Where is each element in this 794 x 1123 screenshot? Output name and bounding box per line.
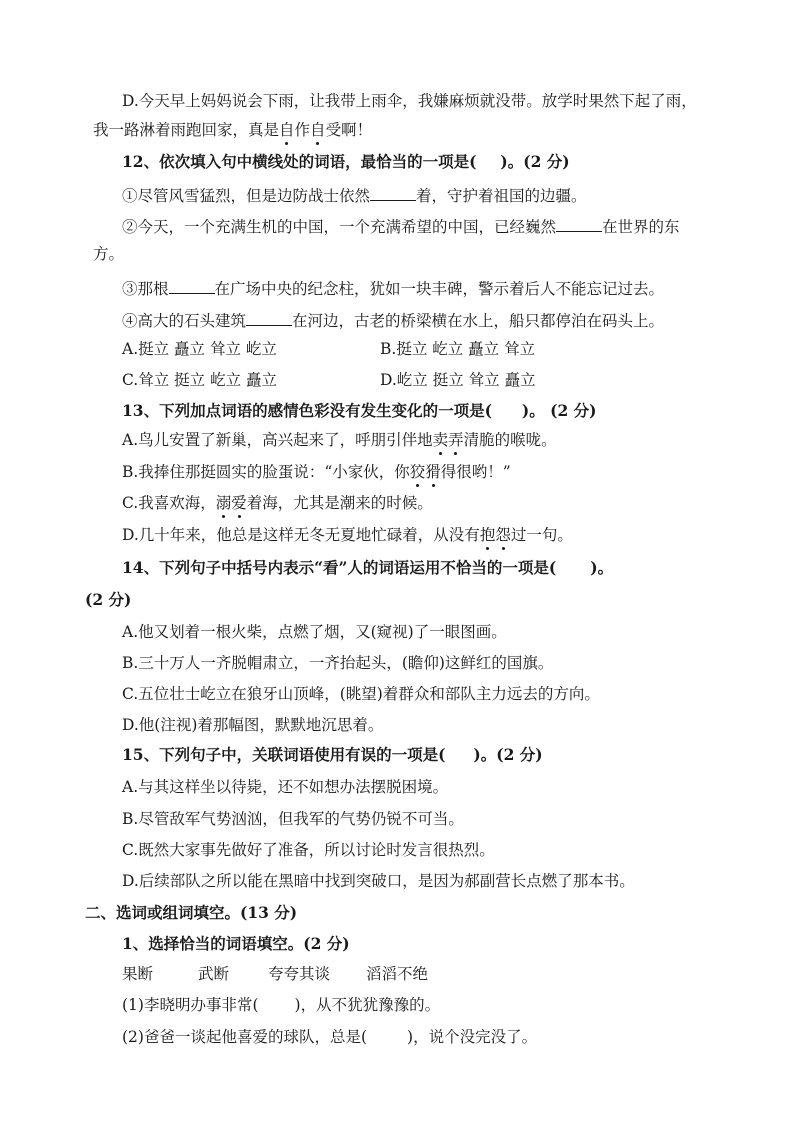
emphasis-dot-char: 弄 (448, 431, 464, 449)
fill-blank[interactable] (556, 214, 602, 232)
q12-sentence-1: ①尽管风雪猛烈，但是边防战士依然 着，守护着祖国的边疆。 (122, 183, 587, 206)
q12-sentence-3: ③那根 在广场中央的纪念柱，犹如一块丰碑，警示着后人不能忘记过去。 (122, 276, 664, 299)
emphasis-dot-char: 自 (310, 121, 326, 139)
emphasis-dot-char: 爱 (231, 494, 247, 512)
q11-option-d-cont: 我一路淋着雨跑回家，真是自作自受啊！ (93, 121, 373, 139)
q14-option-b[interactable]: B.三十万人一齐脱帽肃立，一齐抬起头，(瞻仰)这鲜红的国旗。 (122, 654, 554, 672)
q15-option-d[interactable]: D.后续部队之所以能在黑暗中找到突破口，是因为郝副营长点燃了那本书。 (122, 872, 635, 890)
q12-sentence-2-cont: 方。 (93, 245, 125, 263)
word-option[interactable]: 夸夸其谈 (268, 965, 331, 983)
emphasis-dot-char: 怨 (495, 526, 511, 544)
q15-stem: 15、下列句子中，关联词语使用有误的一项是( )。(2 分) (122, 745, 543, 764)
word-option[interactable]: 果断 (122, 965, 154, 983)
q15-option-a[interactable]: A.与其这样坐以待毙，还不如想办法摆脱困境。 (122, 778, 449, 796)
fill-blank[interactable] (169, 276, 215, 294)
fill-blank[interactable] (370, 183, 416, 201)
emphasis-dot-char: 狡 (409, 463, 426, 481)
q12-options-row-1 (122, 339, 682, 359)
q15-option-c[interactable]: C.既然大家事先做好了准备，所以讨论时发言很热烈。 (122, 841, 495, 859)
q12-option-c[interactable]: C.耸立 挺立 屹立 矗立 (122, 371, 278, 389)
emphasis-dot-char: 卖 (432, 431, 449, 449)
q13-option-d[interactable]: D.几十年来，他总是这样无冬无夏地忙碌着，从没有抱怨过一句。 (122, 526, 573, 544)
q14-option-d[interactable]: D.他(注视)着那幅图，默默地沉思着。 (122, 716, 384, 734)
emphasis-dot-char: 抱 (479, 526, 496, 544)
q13-stem: 13、下列加点词语的感情色彩没有发生变化的一项是( )。 (2 分) (122, 401, 597, 420)
q13-option-a[interactable]: A.鸟儿安置了新巢，高兴起来了，呼朋引伴地卖弄清脆的喉咙。 (122, 431, 557, 449)
q13-option-c[interactable]: C.我喜欢海，溺爱着海，尤其是潮来的时候。 (122, 494, 433, 512)
q13-option-b[interactable]: B.我捧住那挺圆实的脸蛋说：“小家伙，你狡猾得很哟！” (122, 463, 511, 481)
q12-sentence-4: ④高大的石头建筑 在河边，古老的桥梁横在水上，船只都停泊在码头上。 (122, 308, 664, 331)
q14-option-a[interactable]: A.他又划着一根火柴，点燃了烟，又(窥视)了一眼图画。 (122, 623, 507, 641)
section-2-title: 二、选词或组词填空。(13 分) (85, 903, 298, 922)
q12-options-row-2 (122, 370, 682, 390)
word-option[interactable]: 武断 (198, 965, 230, 983)
q14-score: (2 分) (85, 590, 132, 609)
q12-sentence-2: ②今天，一个充满生机的中国，一个充满希望的中国，已经巍然 在世界的东 (122, 214, 680, 237)
q14-stem: 14、下列句子中括号内表示“看”人的词语运用不恰当的一项是( )。 (122, 558, 614, 577)
section-2-q1-stem: 1、选择恰当的词语填空。(2 分) (122, 934, 350, 953)
fill-blank[interactable] (246, 308, 292, 326)
emphasis-dot-char: 自 (279, 121, 295, 139)
q12-option-d[interactable]: D.屹立 挺立 耸立 矗立 (380, 371, 536, 389)
q14-option-c[interactable]: C.五位壮士屹立在狼牙山顶峰，(眺望)着群众和部队主力远去的方向。 (122, 685, 600, 703)
q15-option-b[interactable]: B.尽管敌军气势汹汹，但我军的气势仍锐不可当。 (122, 810, 464, 828)
q12-option-a[interactable]: A.挺立 矗立 耸立 屹立 (122, 340, 277, 358)
emphasis-dot-char: 溺 (215, 494, 232, 512)
word-option[interactable]: 滔滔不绝 (366, 965, 429, 983)
section-2-sentence-1: (1)李晓明办事非常( )，从不犹犹豫豫的。 (122, 996, 441, 1014)
section-2-sentence-2: (2)爸爸一谈起他喜爱的球队，总是( )，说个没完没了。 (122, 1028, 538, 1046)
q12-stem: 12、依次填入句中横线处的词语，最恰当的一项是( )。(2 分) (122, 152, 570, 171)
q12-option-b[interactable]: B.挺立 屹立 矗立 耸立 (380, 340, 536, 358)
emphasis-dot-char: 猾 (425, 463, 441, 481)
q11-option-d: D.今天早上妈妈说会下雨，让我带上雨伞，我嫌麻烦就没带。放学时果然下起了雨， (122, 92, 697, 110)
